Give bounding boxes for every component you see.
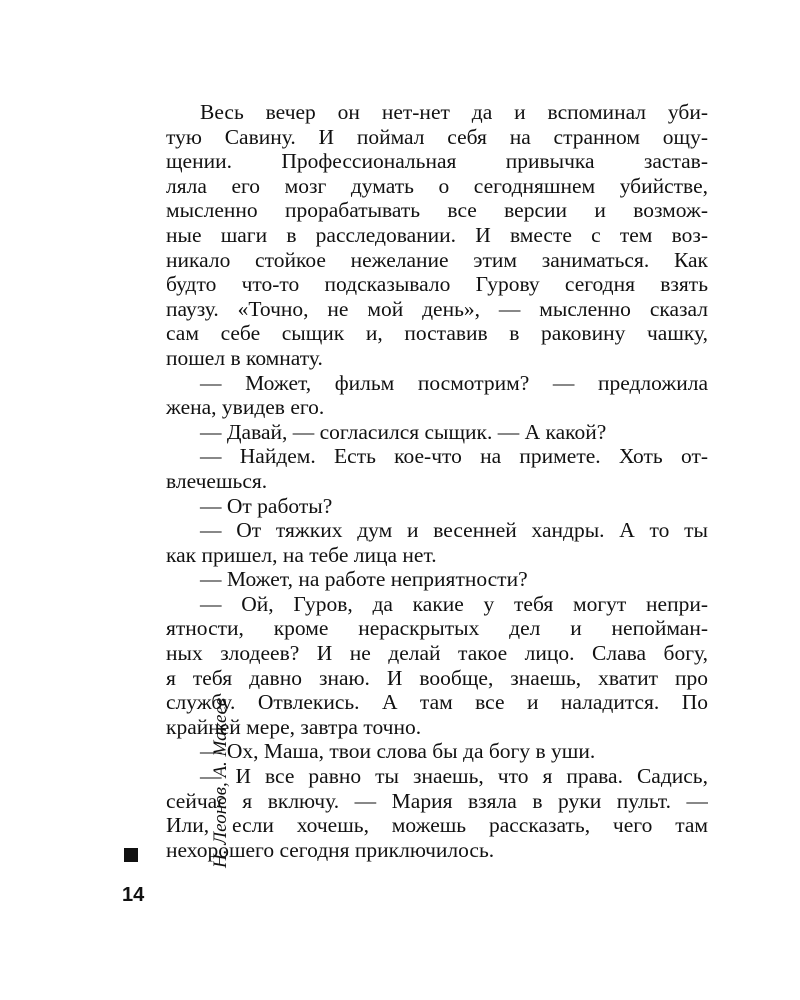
text-line: как пришел, на тебе лица нет. (166, 542, 437, 567)
text-line: тую Савину. И поймал себя на странном ощу- (166, 124, 708, 149)
text-line: крайней мере, завтра точно. (166, 714, 422, 739)
text-line: будто что-то подсказывало Гурову сегодня взять (166, 272, 708, 297)
text-line: сейчас я включу. — Мария взяла в руки пульт. — (166, 788, 708, 813)
text-line: ляла его мозг думать о сегодняшнем убийстве, (166, 173, 708, 198)
text-line: службу. Отвлекись. А там все и наладится. По (166, 690, 708, 715)
text-line: мысленно прорабатывать все версии и возмож- (166, 198, 708, 223)
text-line: — Ой, Гуров, да какие у тебя могут непри- (200, 591, 708, 616)
square-marker (124, 848, 138, 862)
text-line: жена, увидев его. (166, 395, 325, 420)
text-line: Или, если хочешь, можешь рассказать, чего там (166, 813, 708, 838)
text-line: — Ох, Маша, твои слова бы да богу в уши. (200, 739, 596, 764)
text-line: — Найдем. Есть кое-что на примете. Хоть от- (200, 444, 708, 469)
text-line: — От работы? (200, 493, 333, 518)
running-head-authors: Н. Леонов, А. Макеев (210, 697, 231, 868)
text-line: ных злодеев? И не делай такое лицо. Слава богу, (166, 641, 708, 666)
text-line: — От тяжких дум и весенней хандры. А то ты (200, 518, 708, 543)
text-line: — Может, фильм посмотрим? — предложила (200, 370, 708, 395)
text-line: ные шаги в расследовании. И вместе с тем воз- (166, 222, 708, 247)
text-line: — Давай, — согласился сыщик. — А какой? (200, 419, 607, 444)
page-number: 14 (122, 884, 145, 906)
text-line: ятности, кроме нераскрытых дел и непойман- (166, 616, 708, 641)
text-line: влечешься. (166, 468, 268, 493)
text-line: — Может, на работе неприятности? (200, 567, 528, 592)
text-line: сам себе сыщик и, поставив в раковину чашку, (166, 321, 708, 346)
text-line: Весь вечер он нет-нет да и вспоминал уби- (200, 100, 708, 124)
text-line: нехорошего сегодня приключилось. (166, 837, 495, 862)
text-line: пошел в комнату. (166, 345, 323, 370)
text-line: щении. Профессиональная привычка застав- (166, 149, 708, 174)
text-line: никало стойкое нежелание этим заниматься. Как (166, 247, 708, 272)
text-line: паузу. «Точно, не мой день», — мысленно сказал (166, 296, 708, 321)
text-line: я тебя давно знаю. И вообще, знаешь, хватит про (166, 665, 708, 690)
text-line: — И все равно ты знаешь, что я права. Садись, (200, 764, 708, 789)
body-text (166, 100, 708, 862)
